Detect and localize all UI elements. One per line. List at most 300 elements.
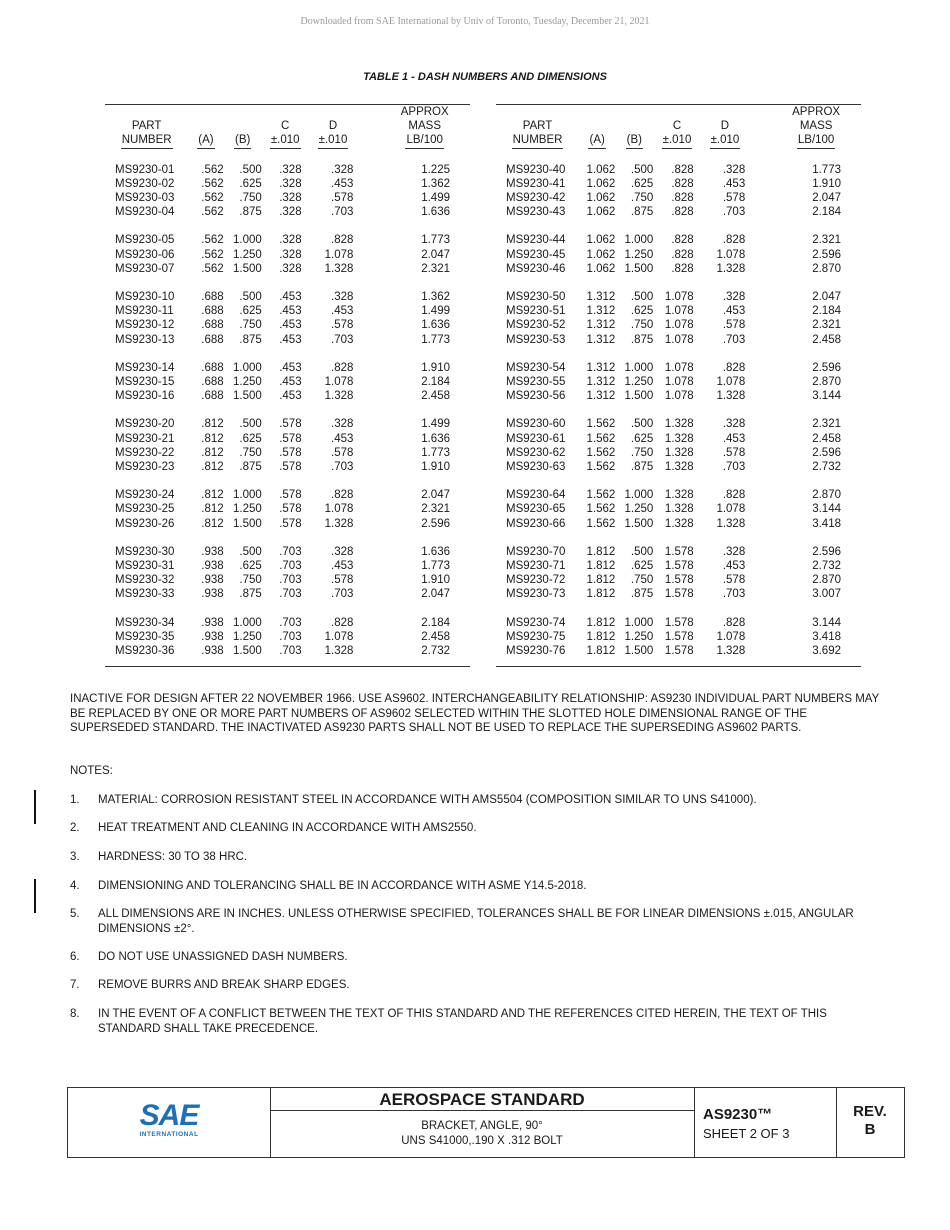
- download-watermark: Downloaded from SAE International by Univ of Toronto, Tuesday, December 21, 2021: [300, 16, 650, 27]
- table-cell: 1.078: [324, 630, 354, 643]
- doc-number: AS9230™: [703, 1106, 773, 1123]
- table-cell: 1.078: [664, 319, 694, 332]
- table-cell: .875: [630, 588, 654, 601]
- table-cell: .703: [279, 645, 302, 658]
- table-cell: .688: [201, 390, 224, 403]
- table-cell: .703: [722, 461, 746, 474]
- table-cell: .578: [722, 319, 746, 332]
- table-cell: .453: [279, 376, 302, 389]
- table-cell: 1.812: [586, 588, 616, 601]
- table-row: [105, 389, 470, 403]
- table-row: [105, 573, 470, 587]
- table-cell: MS9230-03: [115, 192, 175, 205]
- table-cell: 1.500: [233, 645, 262, 658]
- table-cell: .703: [331, 588, 354, 601]
- table-cell: .750: [630, 192, 654, 205]
- notes-heading: NOTES:: [70, 765, 113, 777]
- table-cell: 3.418: [812, 517, 841, 530]
- table-cell: 2.596: [812, 545, 841, 558]
- table-cell: MS9230-26: [115, 517, 175, 530]
- table-row: [105, 587, 470, 601]
- table-cell: 1.250: [233, 376, 262, 389]
- table-cell: MS9230-71: [506, 560, 566, 573]
- table-row: [105, 559, 470, 573]
- table-cell: 2.184: [421, 616, 450, 629]
- table-cell: 1.312: [586, 291, 616, 304]
- table-row: [496, 587, 861, 601]
- title-line-2: UNS S41000,.190 X .312 BOLT: [401, 1134, 563, 1147]
- table-cell: MS9230-14: [115, 361, 175, 374]
- table-cell: 1.328: [716, 645, 746, 658]
- table-cell: 1.636: [421, 206, 450, 219]
- title-block: [67, 1087, 905, 1158]
- table-cell: MS9230-35: [115, 630, 175, 643]
- table-cell: .688: [201, 376, 224, 389]
- table-cell: MS9230-24: [115, 489, 175, 502]
- table-cell: .562: [201, 192, 224, 205]
- header-c: C: [672, 120, 682, 133]
- table-cell: MS9230-70: [506, 545, 566, 558]
- table-cell: .875: [239, 206, 262, 219]
- table-cell: .625: [239, 305, 262, 318]
- table-cell: 2.321: [421, 262, 450, 275]
- table-cell: 1.499: [421, 418, 450, 431]
- table-cell: .578: [722, 446, 746, 459]
- table-cell: 1.328: [324, 517, 354, 530]
- table-cell: .328: [722, 545, 746, 558]
- table-cell: .750: [630, 446, 654, 459]
- table-cell: 1.773: [421, 333, 450, 346]
- table-cell: 2.047: [812, 291, 841, 304]
- table-row: [496, 644, 861, 658]
- title-cell: [270, 1088, 695, 1157]
- table-row: [105, 177, 470, 191]
- table-cell: .625: [239, 177, 262, 190]
- table-cell: 3.007: [812, 588, 841, 601]
- table-cell: .703: [279, 574, 302, 587]
- table-cell: .328: [331, 545, 354, 558]
- table-cell: MS9230-12: [115, 319, 175, 332]
- table-cell: .703: [722, 333, 746, 346]
- sheet-number: SHEET 2 OF 3: [703, 1126, 790, 1141]
- table-row: [496, 502, 861, 516]
- revision-bar: [34, 790, 36, 824]
- standard-type: AEROSPACE STANDARD: [270, 1088, 694, 1111]
- table-cell: .750: [239, 574, 262, 587]
- header-a: (A): [197, 133, 214, 148]
- table-cell: 1.578: [664, 588, 694, 601]
- table-cell: .703: [331, 206, 354, 219]
- table-cell: 1.078: [716, 248, 746, 261]
- table-cell: 1.578: [664, 630, 694, 643]
- table-cell: MS9230-61: [506, 432, 566, 445]
- header-approx: APPROX: [792, 106, 841, 118]
- table-cell: 1.578: [664, 545, 694, 558]
- table-cell: 1.312: [586, 361, 616, 374]
- table-cell: 1.062: [586, 206, 616, 219]
- table-cell: 1.500: [233, 390, 262, 403]
- table-row: [496, 559, 861, 573]
- table-cell: .875: [239, 588, 262, 601]
- table-cell: .703: [279, 616, 302, 629]
- header-d: D: [720, 120, 730, 133]
- table-cell: .812: [201, 446, 224, 459]
- table-cell: MS9230-73: [506, 588, 566, 601]
- table-cell: 1.562: [586, 517, 616, 530]
- table-cell: .828: [331, 616, 354, 629]
- table-cell: MS9230-23: [115, 461, 175, 474]
- table-cell: .578: [279, 517, 302, 530]
- table-cell: .328: [331, 291, 354, 304]
- table-cell: 1.578: [664, 616, 694, 629]
- table-title: TABLE 1 - DASH NUMBERS AND DIMENSIONS: [363, 71, 607, 83]
- table-cell: .625: [239, 560, 262, 573]
- table-cell: MS9230-74: [506, 616, 566, 629]
- table-cell: 1.000: [624, 616, 654, 629]
- table-cell: .578: [722, 574, 746, 587]
- table-cell: .328: [279, 262, 302, 275]
- table-cell: 1.078: [664, 333, 694, 346]
- table-cell: MS9230-07: [115, 262, 175, 275]
- table-cell: .453: [279, 390, 302, 403]
- table-cell: MS9230-51: [506, 305, 566, 318]
- table-cell: 1.562: [586, 446, 616, 459]
- table-cell: .703: [722, 588, 746, 601]
- table-cell: 1.499: [421, 192, 450, 205]
- table-row: [105, 432, 470, 446]
- table-cell: .875: [239, 461, 262, 474]
- table-cell: .828: [671, 163, 694, 176]
- note-item: 6. DO NOT USE UNASSIGNED DASH NUMBERS.: [70, 951, 348, 963]
- header-part: PART: [131, 120, 162, 133]
- table-cell: 1.562: [586, 489, 616, 502]
- table-cell: .625: [239, 432, 262, 445]
- table-row: [105, 219, 470, 247]
- header-unit: LB/100: [797, 133, 835, 148]
- table-cell: 1.812: [586, 630, 616, 643]
- table-cell: MS9230-25: [115, 503, 175, 516]
- table-cell: 1.062: [586, 234, 616, 247]
- revision-bar: [34, 879, 36, 913]
- table-cell: 1.773: [421, 446, 450, 459]
- table-cell: MS9230-65: [506, 503, 566, 516]
- table-cell: 2.596: [812, 446, 841, 459]
- table-cell: .453: [279, 305, 302, 318]
- table-row: [496, 333, 861, 347]
- table-cell: MS9230-01: [115, 163, 175, 176]
- table-cell: 2.184: [421, 376, 450, 389]
- table-cell: MS9230-16: [115, 390, 175, 403]
- table-cell: 1.225: [421, 163, 450, 176]
- table-row: [496, 446, 861, 460]
- table-cell: 1.773: [421, 234, 450, 247]
- table-cell: 3.144: [812, 616, 841, 629]
- table-cell: .578: [279, 461, 302, 474]
- table-cell: .328: [279, 206, 302, 219]
- table-cell: 1.328: [324, 645, 354, 658]
- note-item: 8. IN THE EVENT OF A CONFLICT BETWEEN THE TEXT OF THIS STANDARD AND THE REFERENCES CITED HEREIN, THE TEXT OF THIS STANDARD SHALL TAKE PRECEDENCE.: [70, 1008, 827, 1035]
- table-cell: .500: [239, 163, 262, 176]
- table-row: [105, 262, 470, 276]
- table-cell: MS9230-66: [506, 517, 566, 530]
- table-cell: 1.000: [624, 361, 654, 374]
- table-cell: .453: [279, 333, 302, 346]
- table-cell: .562: [201, 177, 224, 190]
- table-row: [496, 460, 861, 474]
- table-cell: .812: [201, 418, 224, 431]
- header-part: PART: [522, 120, 553, 133]
- table-cell: 1.773: [812, 163, 841, 176]
- header-mass: MASS: [408, 120, 441, 133]
- table-cell: .562: [201, 206, 224, 219]
- table-cell: .500: [630, 418, 654, 431]
- table-cell: 1.812: [586, 560, 616, 573]
- table-cell: MS9230-75: [506, 630, 566, 643]
- table-cell: MS9230-72: [506, 574, 566, 587]
- header-b: (B): [626, 133, 643, 148]
- table-row: [105, 502, 470, 516]
- table-cell: .328: [722, 418, 746, 431]
- table-cell: 1.500: [233, 517, 262, 530]
- table-cell: 1.910: [421, 361, 450, 374]
- table-cell: .828: [671, 234, 694, 247]
- table-cell: 2.184: [812, 305, 841, 318]
- table-cell: 1.910: [421, 461, 450, 474]
- table-cell: 3.144: [812, 503, 841, 516]
- table-cell: .453: [722, 560, 746, 573]
- table-cell: .875: [630, 333, 654, 346]
- table-cell: .578: [279, 489, 302, 502]
- table-cell: 1.078: [716, 503, 746, 516]
- svg-text:INTERNATIONAL: INTERNATIONAL: [139, 1131, 199, 1138]
- table-cell: .828: [331, 234, 354, 247]
- table-cell: 1.062: [586, 163, 616, 176]
- header-b: (B): [234, 133, 251, 148]
- table-cell: 1.578: [664, 560, 694, 573]
- table-cell: .578: [279, 418, 302, 431]
- table-cell: .938: [201, 560, 224, 573]
- table-cell: .562: [201, 248, 224, 261]
- table-cell: MS9230-52: [506, 319, 566, 332]
- table-cell: .703: [279, 560, 302, 573]
- table-cell: 1.578: [664, 645, 694, 658]
- table-cell: .500: [630, 163, 654, 176]
- table-row: [105, 276, 470, 304]
- table-cell: 1.328: [664, 418, 694, 431]
- table-cell: .875: [239, 333, 262, 346]
- table-cell: 1.250: [624, 376, 654, 389]
- table-row: [496, 276, 861, 304]
- table-cell: 1.250: [624, 248, 654, 261]
- table-cell: .703: [331, 333, 354, 346]
- table-cell: 1.910: [421, 574, 450, 587]
- table-cell: .828: [331, 361, 354, 374]
- table-cell: 1.000: [233, 361, 262, 374]
- table-cell: MS9230-62: [506, 446, 566, 459]
- table-cell: 2.047: [421, 248, 450, 261]
- table-cell: MS9230-10: [115, 291, 175, 304]
- table-row: [105, 403, 470, 431]
- table-cell: 1.312: [586, 376, 616, 389]
- table-row: [496, 403, 861, 431]
- table-cell: 2.870: [812, 262, 841, 275]
- table-cell: 1.328: [716, 262, 746, 275]
- table-cell: 1.000: [624, 234, 654, 247]
- table-cell: 1.062: [586, 192, 616, 205]
- table-cell: 2.870: [812, 489, 841, 502]
- table-cell: MS9230-05: [115, 234, 175, 247]
- table-row: [105, 644, 470, 658]
- header-tol-d: ±.010: [318, 133, 349, 148]
- table-cell: 1.078: [324, 248, 354, 261]
- table-cell: .703: [279, 630, 302, 643]
- table-cell: 1.500: [624, 645, 654, 658]
- table-cell: MS9230-20: [115, 418, 175, 431]
- table-cell: .688: [201, 305, 224, 318]
- table-cell: MS9230-53: [506, 333, 566, 346]
- table-cell: 2.321: [812, 319, 841, 332]
- table-cell: .328: [279, 234, 302, 247]
- header-mass: MASS: [799, 120, 833, 133]
- table-cell: 1.250: [624, 503, 654, 516]
- table-cell: 1.500: [624, 262, 654, 275]
- table-cell: .938: [201, 574, 224, 587]
- table-cell: 2.047: [421, 588, 450, 601]
- header-d: D: [328, 120, 338, 133]
- table-row: [105, 205, 470, 219]
- table-cell: MS9230-32: [115, 574, 175, 587]
- table-cell: 2.321: [812, 418, 841, 431]
- table-row: [105, 304, 470, 318]
- table-cell: 2.596: [812, 248, 841, 261]
- dash-numbers-table-left: [105, 104, 470, 667]
- table-cell: 2.321: [812, 234, 841, 247]
- table-cell: .562: [201, 234, 224, 247]
- table-row: [496, 304, 861, 318]
- table-cell: .812: [201, 517, 224, 530]
- table-cell: 1.078: [716, 630, 746, 643]
- table-cell: .453: [722, 305, 746, 318]
- table-row: [496, 262, 861, 276]
- table-cell: 2.870: [812, 376, 841, 389]
- table-cell: 1.062: [586, 177, 616, 190]
- table-cell: 1.328: [664, 461, 694, 474]
- table-cell: .453: [331, 177, 354, 190]
- table-cell: .812: [201, 489, 224, 502]
- table-row: [496, 248, 861, 262]
- table-cell: .828: [722, 234, 746, 247]
- table-cell: .750: [239, 192, 262, 205]
- table-cell: MS9230-76: [506, 645, 566, 658]
- table-cell: MS9230-55: [506, 376, 566, 389]
- table-cell: MS9230-34: [115, 616, 175, 629]
- table-cell: MS9230-40: [506, 163, 566, 176]
- note-item: 4. DIMENSIONING AND TOLERANCING SHALL BE IN ACCORDANCE WITH ASME Y14.5-2018.: [70, 880, 587, 892]
- header-tol-d: ±.010: [710, 133, 741, 148]
- table-cell: 1.062: [586, 248, 616, 261]
- table-cell: 1.312: [586, 319, 616, 332]
- table-cell: 1.500: [624, 390, 654, 403]
- table-row: [496, 177, 861, 191]
- table-cell: .328: [279, 177, 302, 190]
- table-cell: 2.458: [421, 390, 450, 403]
- table-cell: .453: [279, 319, 302, 332]
- table-cell: MS9230-44: [506, 234, 566, 247]
- header-c: C: [281, 120, 290, 133]
- table-row: [105, 460, 470, 474]
- table-cell: .688: [201, 291, 224, 304]
- table-cell: .328: [279, 163, 302, 176]
- header-number: NUMBER: [121, 133, 173, 148]
- table-cell: .828: [671, 248, 694, 261]
- table-cell: MS9230-42: [506, 192, 566, 205]
- table-cell: .828: [671, 262, 694, 275]
- table-cell: .938: [201, 645, 224, 658]
- table-row: [105, 149, 470, 177]
- table-cell: .828: [722, 489, 746, 502]
- table-cell: 2.870: [812, 574, 841, 587]
- table-cell: 1.328: [664, 503, 694, 516]
- table-cell: 2.047: [812, 192, 841, 205]
- table-cell: .578: [331, 319, 354, 332]
- header-approx: APPROX: [400, 106, 449, 118]
- table-cell: .625: [630, 560, 654, 573]
- table-cell: 2.732: [421, 645, 450, 658]
- table-cell: .828: [331, 489, 354, 502]
- table-cell: MS9230-60: [506, 418, 566, 431]
- table-cell: 1.250: [624, 630, 654, 643]
- dash-numbers-table-right: [496, 104, 861, 667]
- table-cell: 2.732: [812, 461, 841, 474]
- header-tol-c: ±.010: [662, 133, 693, 148]
- table-cell: 1.812: [586, 574, 616, 587]
- table-cell: .500: [630, 291, 654, 304]
- table-cell: .578: [722, 192, 746, 205]
- table-cell: .938: [201, 616, 224, 629]
- table-cell: 3.692: [812, 645, 841, 658]
- table-cell: MS9230-43: [506, 206, 566, 219]
- table-cell: .500: [630, 545, 654, 558]
- table-cell: .750: [630, 574, 654, 587]
- table-cell: MS9230-50: [506, 291, 566, 304]
- table-cell: .875: [630, 461, 654, 474]
- table-cell: 1.499: [421, 305, 450, 318]
- table-row: [496, 191, 861, 205]
- table-cell: 1.250: [233, 503, 262, 516]
- table-cell: 1.578: [664, 574, 694, 587]
- table-cell: 1.000: [233, 489, 262, 502]
- title-line-1: BRACKET, ANGLE, 90°: [421, 1120, 543, 1132]
- table-cell: 2.184: [812, 206, 841, 219]
- table-cell: MS9230-11: [115, 305, 174, 318]
- table-row: [496, 389, 861, 403]
- table-cell: 1.250: [233, 248, 262, 261]
- table-cell: 1.312: [586, 333, 616, 346]
- table-cell: MS9230-30: [115, 545, 175, 558]
- table-cell: 1.636: [421, 319, 450, 332]
- table-cell: 2.458: [812, 432, 841, 445]
- table-cell: MS9230-41: [506, 177, 566, 190]
- table-row: [105, 474, 470, 502]
- note-item: 2. HEAT TREATMENT AND CLEANING IN ACCORDANCE WITH AMS2550.: [70, 822, 477, 834]
- table-cell: MS9230-04: [115, 206, 175, 219]
- table-row: [105, 248, 470, 262]
- table-cell: 2.321: [421, 503, 450, 516]
- table-cell: .703: [279, 545, 302, 558]
- table-cell: .828: [722, 616, 746, 629]
- table-cell: 1.500: [233, 262, 262, 275]
- table-cell: .688: [201, 333, 224, 346]
